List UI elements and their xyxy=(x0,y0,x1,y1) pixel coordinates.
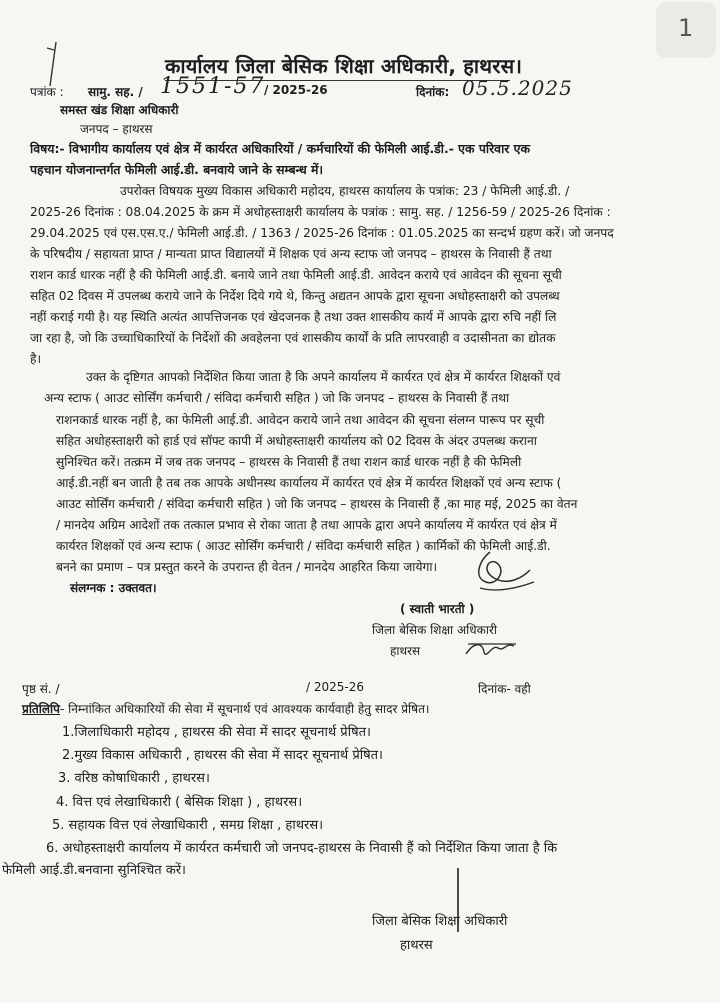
copy-year: / 2025-26 xyxy=(306,680,364,694)
para1-line: है। xyxy=(30,352,42,366)
office-title: कार्यालय जिला बेसिक शिक्षा अधिकारी, हाथरस। xyxy=(165,54,523,78)
patrank-prefix: सामु. सह. / xyxy=(88,85,143,99)
para1-line: राशन कार्ड धारक नहीं है की फेमिली आई.डी. बनाये जाने तथा फेमिली आई.डी. आवेदन कराये एवं आवेदन की सूचना सूची xyxy=(30,268,562,282)
bottom-place: हाथरस xyxy=(400,938,433,953)
patrank-number: 1551-57 xyxy=(160,74,266,99)
date-label: दिनांक: xyxy=(416,85,450,99)
subject-line-2: पहचान योजनान्तर्गत फेमिली आई.डी. बनवाये जाने के सम्बन्ध में। xyxy=(30,162,324,177)
bottom-designation: जिला बेसिक शिक्षा अधिकारी xyxy=(372,914,508,929)
letter-date: 05.5.2025 xyxy=(462,76,573,100)
patrank-year: / 2025-26 xyxy=(264,83,328,97)
copy-item-continued: फेमिली आई.डी.बनवाना सुनिश्चित करें। xyxy=(2,863,186,878)
para2-line: आई.डी.नहीं बन जाती है तब तक आपके अधीनस्थ कार्यालय में कार्यरत एवं क्षेत्र में कार्यरत शिक्षकों एवं अन्य स्टाफ ( xyxy=(56,476,562,490)
copy-intro: - निम्नांकित अधिकारियों की सेवा में सूचनार्थ एवं आवश्यक कार्यवाही हेतु सादर प्रेषित। xyxy=(59,702,430,716)
copy-item: 2.मुख्य विकास अधिकारी , हाथरस की सेवा में सादर सूचनार्थ प्रेषित। xyxy=(62,748,383,763)
para2-line: उक्त के दृष्टिगत आपको निर्देशित किया जाता है कि अपने कार्यालय में कार्यरत एवं क्षेत्र में कार्यरत शिक्षकों एवं xyxy=(86,370,561,384)
subject-line-1: विषय:- विभागीय कार्यालय एवं क्षेत्र में कार्यरत अधिकारियों / कर्मचारियों की फेमिली आई.डी.- एक परिवार एक xyxy=(30,141,531,156)
page-number: 1 xyxy=(678,14,694,42)
para2-line: अन्य स्टाफ ( आउट सोर्सिंग कर्मचारी / संविदा कर्मचारी सहित ) जो कि जनपद – हाथरस के निवासी हैं तथा xyxy=(44,391,510,405)
patrank-label: पत्रांक : xyxy=(30,85,64,99)
enclosure: संलग्नक : उक्तवत। xyxy=(70,581,157,595)
para2-line: बनने का प्रमाण – पत्र प्रस्तुत करने के उपरान्त ही वेतन / मानदेय आहरित किया जायेगा। xyxy=(56,560,438,574)
officer-signature xyxy=(460,548,550,598)
para1-line: नहीं कराई गयी है। यह स्थिति अत्यंत आपत्तिजनक एवं खेदजनक है तथा उक्त शासकीय कार्य में आपके द्वारा रुचि नहीं लि xyxy=(30,310,557,324)
officer-name: ( स्वाती भारती ) xyxy=(400,602,475,616)
recipient: समस्त खंड शिक्षा अधिकारी xyxy=(60,103,179,117)
para2-line: कार्यरत शिक्षकों एवं अन्य स्टाफ ( आउट सोर्सिंग कर्मचारी / संविदा कर्मचारी सहित ) कार्मिकों की फेमिली आई.डी. xyxy=(56,539,551,553)
para1-line: जा रहा है, जो कि उच्चाधिकारियों के निर्देशों की अवहेलना एवं शासकीय कार्यों के प्रति लापरवाही व उदासीनता का द्योतक xyxy=(30,331,556,345)
para2-line: आउट सोर्सिंग कर्मचारी / संविदा कर्मचारी सहित ) जो कि जनपद – हाथरस के निवासी हैं ,का माह मई, 2025 का वेतन xyxy=(56,497,578,511)
officer-designation: जिला बेसिक शिक्षा अधिकारी xyxy=(372,623,497,637)
copy-item: 5. सहायक वित्त एवं लेखाधिकारी , समग्र शिक्षा , हाथरस। xyxy=(52,818,324,833)
para2-line: सुनिश्चित करें। तत्क्रम में जब तक जनपद – हाथरस के निवासी हैं तथा राशन कार्ड धारक नहीं है की फेमिली xyxy=(56,455,522,469)
para1-line: सहित 02 दिवस में उपलब्ध कराये जाने के निर्देश दिये गये थे, किन्तु अद्यतन आपके द्वारा सूचना अधोहस्ताक्षरी को उपलब्ध xyxy=(30,289,560,303)
para1-line: 2025-26 दिनांक : 08.04.2025 के क्रम में अधोहस्ताक्षरी कार्यालय के पत्रांक : सामु. सह. / 1256-59 / 2025-26 दिनांक : xyxy=(30,205,611,219)
copy-item: 6. अधोहस्ताक्षरी कार्यालय में कार्यरत कर्मचारी जो जनपद-हाथरस के निवासी हैं को निर्देशित किया जाता है कि xyxy=(46,841,558,856)
recipient-district: जनपद – हाथरस xyxy=(80,122,153,136)
officer-place: हाथरस xyxy=(390,644,421,658)
page-ref-label: पृष्ठ सं. / xyxy=(22,682,60,696)
para1-line: 29.04.2025 एवं एस.एस.ए./ फेमिली आई.डी. / 1363 / 2025-26 दिनांक : 01.05.2025 का सन्दर्भ ग्रहण करें। जो जनपद xyxy=(30,226,614,240)
copy-item: 1.जिलाधिकारी महोदय , हाथरस की सेवा में सादर सूचनार्थ प्रेषित। xyxy=(62,725,371,740)
initials-scribble xyxy=(462,636,522,664)
copy-heading: प्रतिलिपि xyxy=(22,702,60,716)
para1-line: उपरोक्त विषयक मुख्य विकास अधिकारी महोदय, हाथरस कार्यालय के पत्रांक: 23 / फेमिली आई.डी. / xyxy=(120,184,570,198)
copy-item: 4. वित्त एवं लेखाधिकारी ( बेसिक शिक्षा ) , हाथरस। xyxy=(56,795,303,810)
copy-item: 3. वरिष्ठ कोषाधिकारी , हाथरस। xyxy=(58,771,210,786)
para1-line: के परिषदीय / सहायता प्राप्त / मान्यता प्राप्त विद्यालयों में शिक्षक एवं अन्य स्टाफ जो जनपद – हाथरस के निवासी हैं तथा xyxy=(30,247,552,261)
para2-line: / मानदेय अग्रिम आदेशों तक तत्काल प्रभाव से रोका जाता है तथा आपके द्वारा अपने कार्यालय में कार्यरत एवं क्षेत्र में xyxy=(56,518,557,532)
copy-intro-line xyxy=(22,700,429,717)
para2-line: सहित अधोहस्ताक्षरी को हार्ड एवं सॉफ्ट कापी में अधोहस्ताक्षरी कार्यालय को 02 दिवस के अंदर उपलब्ध कराना xyxy=(56,434,537,448)
copy-date: दिनांक- वही xyxy=(478,682,531,696)
para2-line: राशनकार्ड धारक नहीं है, का फेमिली आई.डी. आवेदन कराये जाने तथा आवेदन की सूचना संलग्न पारूप पर सूची xyxy=(56,413,545,427)
